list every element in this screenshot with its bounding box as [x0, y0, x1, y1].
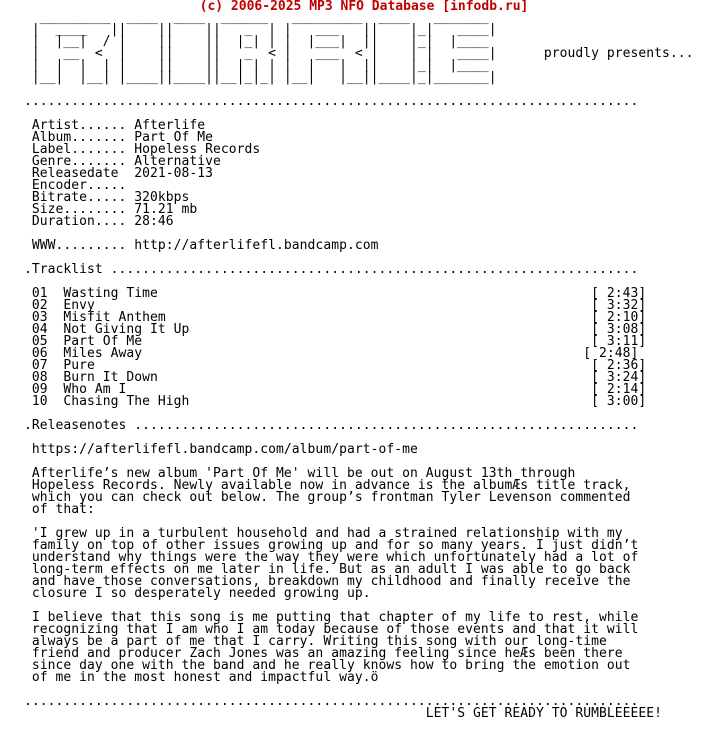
nfo-line: 10 Chasing The High [ 3:00]	[24, 394, 647, 409]
nfo-line: .Tracklist ...................................................................	[24, 262, 639, 277]
nfo-line: family on top of other issues growing up and for so many years. I just didn’t	[24, 538, 639, 553]
nfo-line: and have those conversations, breakdown my childhood and finally receive the	[24, 574, 631, 589]
nfo-line: understand why things were the way they were which unfortunately had a lot of	[24, 550, 639, 565]
nfo-line: Encoder.....	[24, 178, 127, 193]
nfo-line: of me in the most honest and impactful way.ö	[24, 670, 379, 685]
nfo-line: 04 Not Giving It Up [ 3:08]	[24, 322, 647, 337]
nfo-line: Hopeless Records. Newly available now in advance is the albumÆs title track,	[24, 478, 631, 493]
nfo-line: Genre....... Alternative	[24, 154, 221, 169]
nfo-line: which you can check out below. The group’s frontman Tyler Levenson commented	[24, 490, 631, 505]
nfo-line: 05 Part Of Me [ 3:11]	[24, 334, 647, 349]
nfo-line: since day one with the band and he really knows how to bring the emotion out	[24, 658, 631, 673]
nfo-line: 02 Envy [ 3:32]	[24, 298, 647, 313]
nfo-line: | ____ || || || _ | | ___ || |_| ____|	[24, 22, 497, 37]
nfo-line: https://afterlifefl.bandcamp.com/album/part-of-me	[24, 442, 418, 457]
nfo-line: 08 Burn It Down [ 3:24]	[24, 370, 647, 385]
nfo-line: _________ ____ ____ ______ _________ ____ _______	[24, 10, 489, 25]
nfo-body	[24, 12, 694, 720]
nfo-line: 'I grew up in a turbulent household and had a strained relationship with my	[24, 526, 623, 541]
nfo-line: 09 Who Am I [ 2:14]	[24, 382, 647, 397]
nfo-line: I believe that this song is me putting that chapter of my life to rest, while	[24, 610, 639, 625]
nfo-line: Artist...... Afterlife	[24, 118, 206, 133]
nfo-line: WWW......... http://afterlifefl.bandcamp.com	[24, 238, 379, 253]
nfo-line: Size........ 71.21 mb	[24, 202, 198, 217]
nfo-line: | __ < | || || _ < | ___ < | | | ____| proudly presents...	[24, 46, 694, 61]
nfo-line: Afterlife’s new album 'Part Of Me' will be out on August 13th through	[24, 466, 576, 481]
nfo-line: | | | | | || || | | | | | | || |_| |____	[24, 58, 489, 73]
nfo-line: 06 Miles Away [ 2:48]	[24, 346, 639, 361]
nfo-line: closure I so desperately needed growing up.	[24, 586, 371, 601]
nfo-line: of that:	[24, 502, 95, 517]
nfo-line: recognizing that I am who I am today because of those events and that it will	[24, 622, 639, 637]
nfo-line: always be a part of me that I carry. Writing this song with our long-time	[24, 634, 607, 649]
nfo-line: .Releasenotes ................................................................	[24, 418, 639, 433]
nfo-line: Releasedate 2021-08-13	[24, 166, 214, 181]
nfo-line: 07 Pure [ 2:36]	[24, 358, 647, 373]
nfo-line: ..............................................................................	[24, 694, 639, 709]
nfo-line: LET'S GET READY TO RUMBLEEEEE!	[24, 706, 663, 721]
nfo-line: Label....... Hopeless Records	[24, 142, 261, 157]
nfo-line: |__| |__| |____||____||__|_|_| |__| |__||____|_|_______|	[24, 70, 497, 85]
nfo-line: friend and producer Zach Jones was an amazing feeling since heÆs been there	[24, 646, 623, 661]
nfo-line: long-term effects on me later in life. But as an adult I was able to go back	[24, 562, 631, 577]
nfo-line: ..............................................................................	[24, 94, 639, 109]
nfo-line: 01 Wasting Time [ 2:43]	[24, 286, 647, 301]
nfo-line: Duration.... 28:46	[24, 214, 174, 229]
nfo-line: | |__| / | || || |_| | | |___| || |_| |____	[24, 34, 489, 49]
nfo-line: Album....... Part Of Me	[24, 130, 214, 145]
database-header: (c) 2006-2025 MP3 NFO Database [infodb.ru]	[199, 0, 529, 14]
nfo-line: Bitrate..... 320kbps	[24, 190, 190, 205]
nfo-line: 03 Misfit Anthem [ 2:10]	[24, 310, 647, 325]
